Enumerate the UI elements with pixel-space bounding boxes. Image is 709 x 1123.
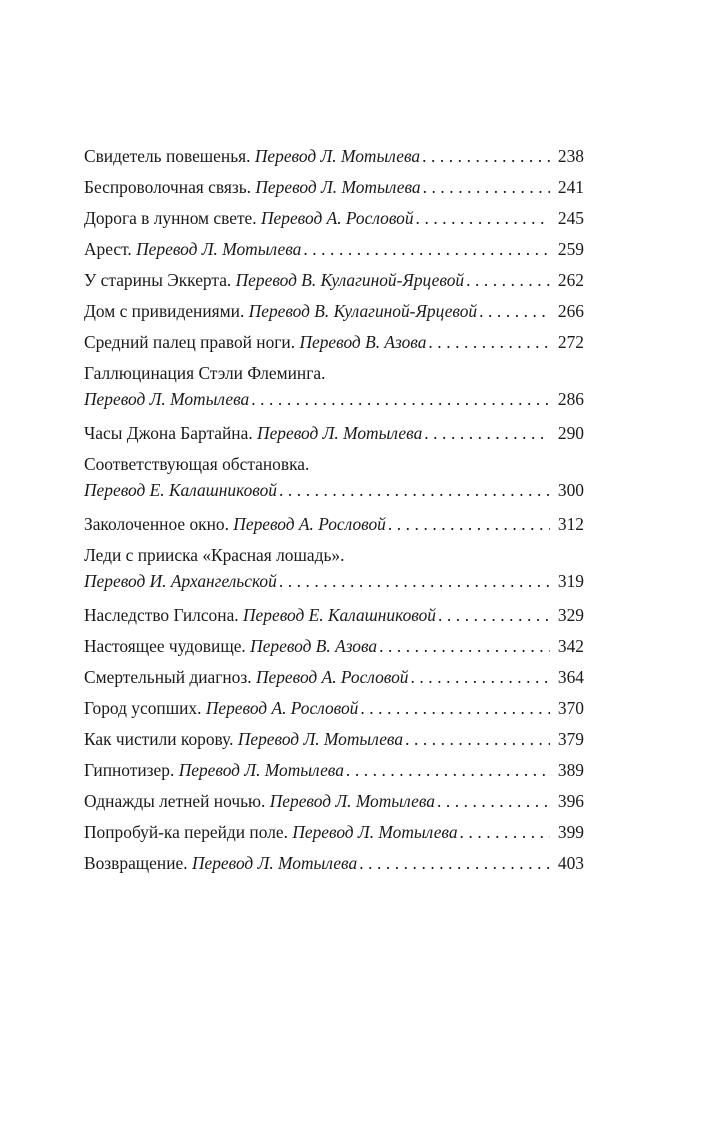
toc-entry: [84, 143, 584, 174]
dot-leader: [428, 329, 550, 355]
toc-entry: [84, 633, 584, 664]
entry-page-number: 399: [557, 822, 584, 842]
entry-translator: Перевод А. Рословой: [260, 208, 414, 228]
entry-title: Средний палец правой ноги.: [84, 332, 296, 352]
toc-line: [84, 329, 584, 355]
entry-translator: Перевод А. Рословой: [233, 514, 386, 534]
entry-title: Арест.: [84, 239, 132, 259]
entry-translator: Перевод Л. Мотылева: [257, 423, 423, 443]
entry-title: У старины Эккерта.: [84, 270, 232, 290]
entry-translator: Перевод А. Рословой: [255, 667, 409, 687]
entry-translator: Перевод В. Азова: [299, 332, 427, 352]
toc-line: [84, 174, 584, 200]
entry-title: Наследство Гилсона.: [84, 605, 239, 625]
toc-entry: [84, 542, 584, 602]
dot-leader: [423, 174, 550, 200]
toc-line: [84, 143, 584, 169]
dot-leader: [360, 695, 550, 721]
entry-title: Смертельный диагноз.: [84, 667, 252, 687]
dot-leader: [437, 788, 550, 814]
entry-title: Заколоченное окно.: [84, 514, 229, 534]
entry-title: Гипнотизер.: [84, 760, 175, 780]
entry-title: Часы Джона Бартайна.: [84, 423, 253, 443]
toc-entry: [84, 174, 584, 205]
toc-entry: [84, 236, 584, 267]
entry-title: Город усопших.: [84, 698, 202, 718]
toc-entry: [84, 602, 584, 633]
entry-page-number: 312: [557, 514, 584, 534]
entry-translator: Перевод Е. Калашниковой: [243, 605, 437, 625]
dot-leader: [438, 602, 550, 628]
toc-line: [84, 386, 584, 412]
entry-translator: Перевод В. Азова: [250, 636, 378, 656]
dot-leader: [411, 664, 550, 690]
entry-page-number: 266: [557, 301, 584, 321]
entry-translator: Перевод Л. Мотылева: [136, 239, 302, 259]
entry-translator: Перевод В. Кулагиной-Ярцевой: [248, 301, 478, 321]
entry-page-number: 286: [557, 389, 584, 409]
entry-page-number: 403: [557, 853, 584, 873]
toc-entry: [84, 819, 584, 850]
toc-line: [84, 850, 584, 876]
dot-leader: [405, 726, 550, 752]
toc-entry: [84, 757, 584, 788]
entry-title: Возвращение.: [84, 853, 188, 873]
toc-line: [84, 511, 584, 537]
entry-page-number: 342: [557, 636, 584, 656]
entry-page-number: 389: [557, 760, 584, 780]
toc-line: [84, 360, 584, 386]
toc-line: [84, 542, 584, 568]
dot-leader: [466, 267, 550, 293]
entry-translator: Перевод В. Кулагиной-Ярцевой: [235, 270, 465, 290]
entry-page-number: 238: [557, 146, 584, 166]
entry-translator: Перевод Л. Мотылева: [237, 729, 404, 749]
dot-leader: [460, 819, 550, 845]
toc-line: [84, 420, 584, 446]
entry-page-number: 319: [557, 571, 584, 591]
entry-title: Попробуй-ка перейди поле.: [84, 822, 288, 842]
toc-line: [84, 726, 584, 752]
toc-line: [84, 451, 584, 477]
toc-line: [84, 633, 584, 659]
entry-page-number: 262: [557, 270, 584, 290]
toc-entry: [84, 511, 584, 542]
entry-title: Однажды летней ночью.: [84, 791, 266, 811]
entry-title: Беспроволочная связь.: [84, 177, 252, 197]
toc-entry: [84, 420, 584, 451]
entry-title: Дом с привидениями.: [84, 301, 245, 321]
entry-title: Свидетель повешенья.: [84, 146, 251, 166]
toc-entry: [84, 788, 584, 819]
entry-page-number: 241: [557, 177, 584, 197]
entry-page-number: 259: [557, 239, 584, 259]
entry-page-number: 379: [557, 729, 584, 749]
entry-page-number: 396: [557, 791, 584, 811]
entry-translator: Перевод А. Рословой: [205, 698, 359, 718]
toc-line: [84, 819, 584, 845]
entry-title: Леди с прииска «Красная лошадь».: [84, 545, 345, 565]
toc-entry: [84, 205, 584, 236]
dot-leader: [424, 420, 550, 446]
entry-title: Галлюцинация Стэли Флеминга.: [84, 363, 326, 383]
toc-entry: [84, 298, 584, 329]
dot-leader: [346, 757, 550, 783]
entry-title: Как чистили корову.: [84, 729, 234, 749]
entry-page-number: 370: [557, 698, 584, 718]
toc-line: [84, 568, 584, 594]
dot-leader: [279, 568, 550, 594]
toc-line: [84, 695, 584, 721]
toc-entry: [84, 695, 584, 726]
entry-translator: Перевод Л. Мотылева: [254, 146, 421, 166]
entry-title: Соответствующая обстановка.: [84, 454, 310, 474]
entry-translator: Перевод Л. Мотылева: [269, 791, 435, 811]
toc-line: [84, 477, 584, 503]
toc-entry: [84, 664, 584, 695]
entry-page-number: 364: [557, 667, 584, 687]
entry-translator: Перевод Л. Мотылева: [178, 760, 344, 780]
entry-page-number: 272: [557, 332, 584, 352]
toc-line: [84, 757, 584, 783]
dot-leader: [422, 143, 550, 169]
dot-leader: [379, 633, 550, 659]
toc-entry: [84, 726, 584, 757]
entry-page-number: 245: [557, 208, 584, 228]
toc-entry: [84, 329, 584, 360]
toc-line: [84, 267, 584, 293]
entry-title: Дорога в лунном свете.: [84, 208, 257, 228]
dot-leader: [359, 850, 550, 876]
dot-leader: [388, 511, 550, 537]
entry-translator: Перевод Л. Мотылева: [84, 389, 250, 409]
toc-line: [84, 664, 584, 690]
entry-page-number: 329: [557, 605, 584, 625]
dot-leader: [303, 236, 550, 262]
entry-translator: Перевод Л. Мотылева: [191, 853, 358, 873]
toc-line: [84, 205, 584, 231]
entry-translator: Перевод И. Архангельской: [84, 571, 277, 591]
entry-translator: Перевод Е. Калашниковой: [84, 480, 278, 500]
entry-translator: Перевод Л. Мотылева: [255, 177, 421, 197]
entry-translator: Перевод Л. Мотылева: [292, 822, 458, 842]
dot-leader: [479, 298, 550, 324]
dot-leader: [251, 386, 550, 412]
entry-page-number: 290: [557, 423, 584, 443]
toc-line: [84, 298, 584, 324]
toc-line: [84, 788, 584, 814]
dot-leader: [279, 477, 550, 503]
toc-line: [84, 236, 584, 262]
toc-entry: [84, 360, 584, 420]
toc-entry: [84, 451, 584, 511]
entry-title: Настоящее чудовище.: [84, 636, 246, 656]
toc-line: [84, 602, 584, 628]
toc-entry: [84, 850, 584, 881]
entry-page-number: 300: [557, 480, 584, 500]
toc-entry: [84, 267, 584, 298]
dot-leader: [416, 205, 550, 231]
table-of-contents: [84, 143, 584, 881]
